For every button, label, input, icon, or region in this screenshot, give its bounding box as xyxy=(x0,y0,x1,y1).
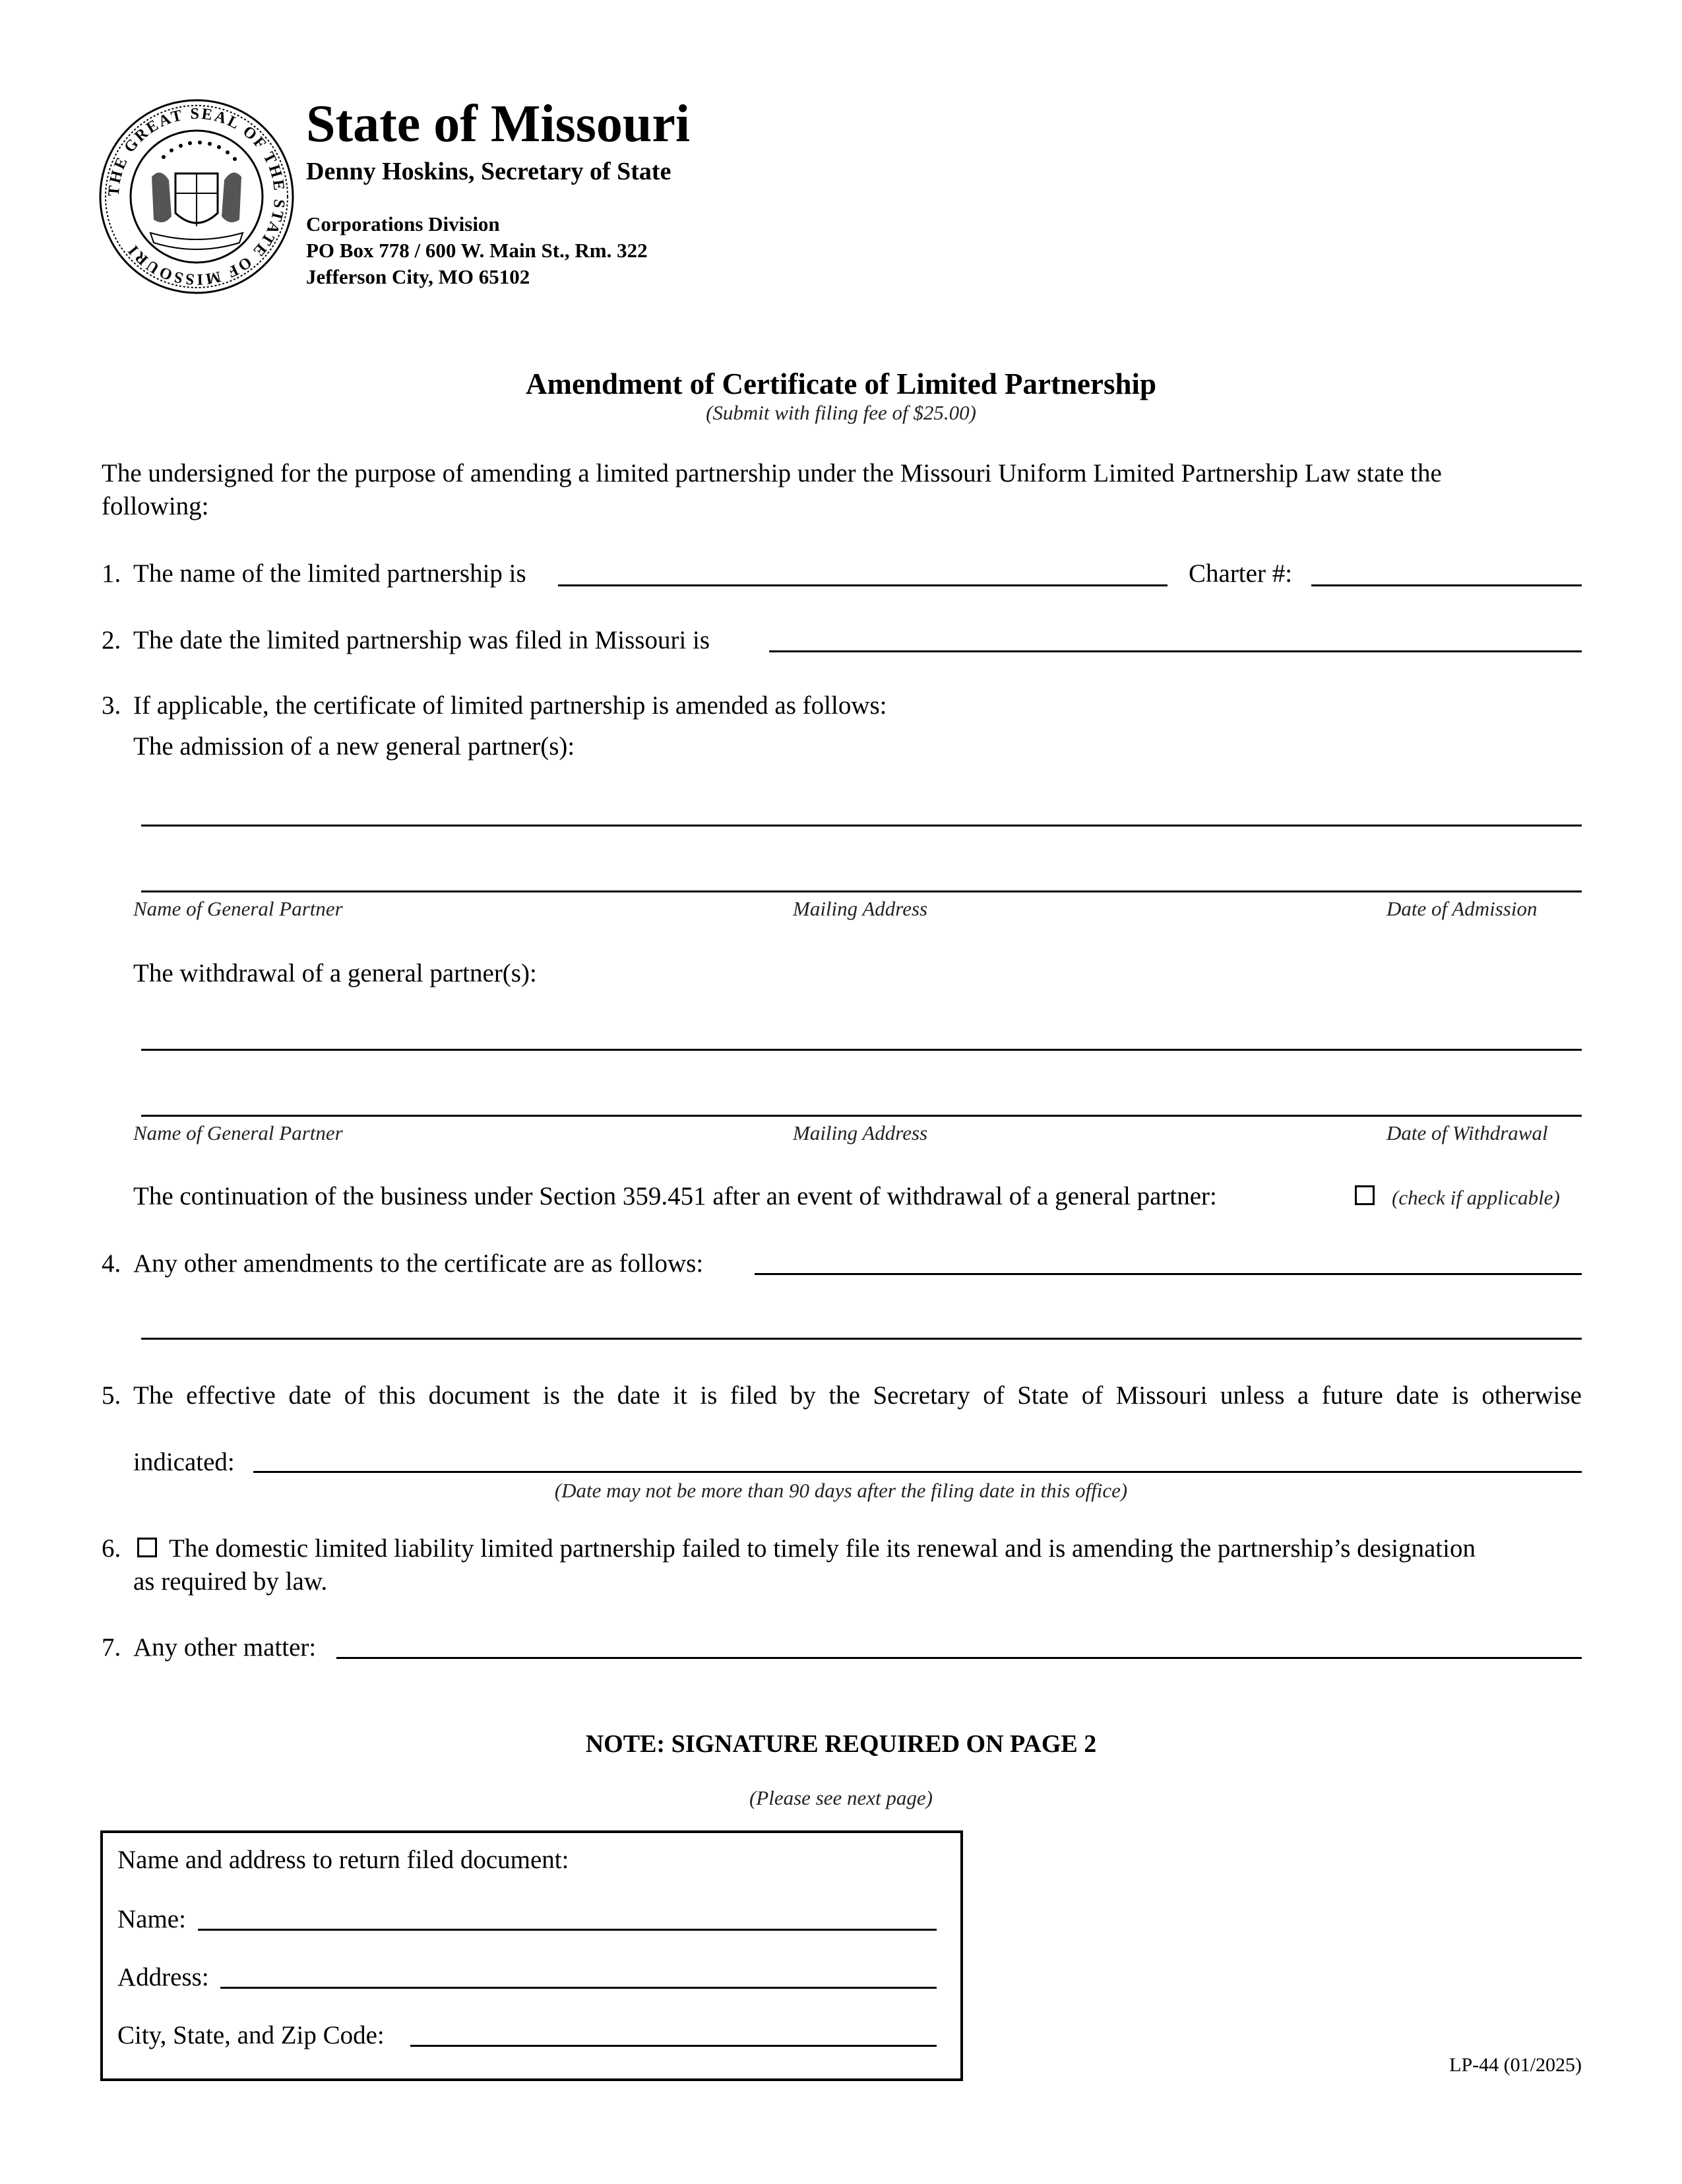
return-city-label: City, State, and Zip Code: xyxy=(117,2021,385,2049)
col-mailing-address: Mailing Address xyxy=(793,897,928,920)
signature-note: NOTE: SIGNATURE REQUIRED ON PAGE 2 xyxy=(585,1730,1097,1758)
col-date-of-withdrawal: Date of Withdrawal xyxy=(1386,1121,1548,1144)
item-2-number: 2. xyxy=(102,626,121,654)
form-title: Amendment of Certificate of Limited Partnership xyxy=(525,367,1157,400)
item-6-label: The domestic limited liability limited partnership failed to timely file its renewal and is amending the partnership’s designation xyxy=(169,1534,1476,1563)
return-box-heading: Name and address to return filed document: xyxy=(117,1846,569,1874)
form-code: LP-44 (01/2025) xyxy=(1449,2054,1582,2076)
effective-date-note: (Date may not be more than 90 days after the filing date in this office) xyxy=(554,1479,1128,1502)
return-address-field[interactable] xyxy=(220,1987,937,1989)
item-6-label-cont: as required by law. xyxy=(133,1567,328,1596)
address-line-2: Jefferson City, MO 65102 xyxy=(306,265,530,288)
item-5-label: The effective date of this document is the date it is filed by the Secretary of State of Missouri unless a future date is otherwise xyxy=(133,1381,1582,1410)
charter-number-field[interactable] xyxy=(1311,584,1582,586)
item-7-label: Any other matter: xyxy=(133,1633,317,1662)
secretary-name: Denny Hoskins, Secretary of State xyxy=(306,158,671,185)
admission-line-1-field[interactable] xyxy=(141,825,1582,827)
see-next-page-note: (Please see next page) xyxy=(749,1786,933,1809)
form-subtitle: (Submit with filing fee of $25.00) xyxy=(706,401,976,424)
return-address-label: Address: xyxy=(117,1963,209,1991)
withdrawal-label: The withdrawal of a general partner(s): xyxy=(133,959,537,987)
return-city-state-zip-field[interactable] xyxy=(410,2045,937,2047)
state-seal-icon xyxy=(98,98,296,296)
col-mailing-address-2: Mailing Address xyxy=(793,1121,928,1144)
continuation-checkbox[interactable] xyxy=(1355,1185,1375,1205)
svg-text:THE GREAT SEAL OF THE STATE OF: THE GREAT SEAL OF THE STATE OF MISSOURI xyxy=(105,105,288,288)
charter-label: Charter #: xyxy=(1189,559,1293,588)
item-6-number: 6. xyxy=(102,1534,121,1563)
col-name-general-partner-2: Name of General Partner xyxy=(133,1121,343,1144)
intro-text-cont: following: xyxy=(102,492,209,520)
item-4-number: 4. xyxy=(102,1249,121,1278)
state-title: State of Missouri xyxy=(306,95,691,153)
withdrawal-line-1-field[interactable] xyxy=(141,1049,1582,1051)
partnership-name-field[interactable] xyxy=(558,584,1168,586)
admission-line-2-field[interactable] xyxy=(141,890,1582,892)
continuation-label: The continuation of the business under Section 359.451 after an event of withdrawal of a general partner: xyxy=(133,1182,1217,1210)
return-name-label: Name: xyxy=(117,1905,186,1933)
other-amendments-field[interactable] xyxy=(755,1273,1582,1275)
item-5-number: 5. xyxy=(102,1381,121,1410)
return-name-field[interactable] xyxy=(198,1929,937,1931)
item-1-number: 1. xyxy=(102,559,121,588)
indicated-label: indicated: xyxy=(133,1448,235,1476)
filing-date-field[interactable] xyxy=(769,650,1582,652)
item-7-number: 7. xyxy=(102,1633,121,1662)
col-date-of-admission: Date of Admission xyxy=(1386,897,1538,920)
address-line-1: PO Box 778 / 600 W. Main St., Rm. 322 xyxy=(306,239,648,262)
col-name-general-partner: Name of General Partner xyxy=(133,897,343,920)
admission-label: The admission of a new general partner(s): xyxy=(133,732,575,761)
renewal-checkbox[interactable] xyxy=(137,1538,157,1557)
item-2-label: The date the limited partnership was filed in Missouri is xyxy=(133,626,710,654)
division-name: Corporations Division xyxy=(306,212,500,235)
item-1-label: The name of the limited partnership is xyxy=(133,559,526,588)
item-3-number: 3. xyxy=(102,691,121,720)
intro-text: The undersigned for the purpose of amending a limited partnership under the Missouri Uniform Limited Partnership Law state the xyxy=(102,459,1442,487)
effective-date-field[interactable] xyxy=(253,1471,1582,1473)
check-if-applicable-note: (check if applicable) xyxy=(1392,1186,1560,1209)
item-3-label: If applicable, the certificate of limited partnership is amended as follows: xyxy=(133,691,887,720)
other-amendments-line-2-field[interactable] xyxy=(141,1338,1582,1340)
other-matter-field[interactable] xyxy=(336,1657,1582,1659)
withdrawal-line-2-field[interactable] xyxy=(141,1115,1582,1117)
item-4-label: Any other amendments to the certificate are as follows: xyxy=(133,1249,704,1278)
